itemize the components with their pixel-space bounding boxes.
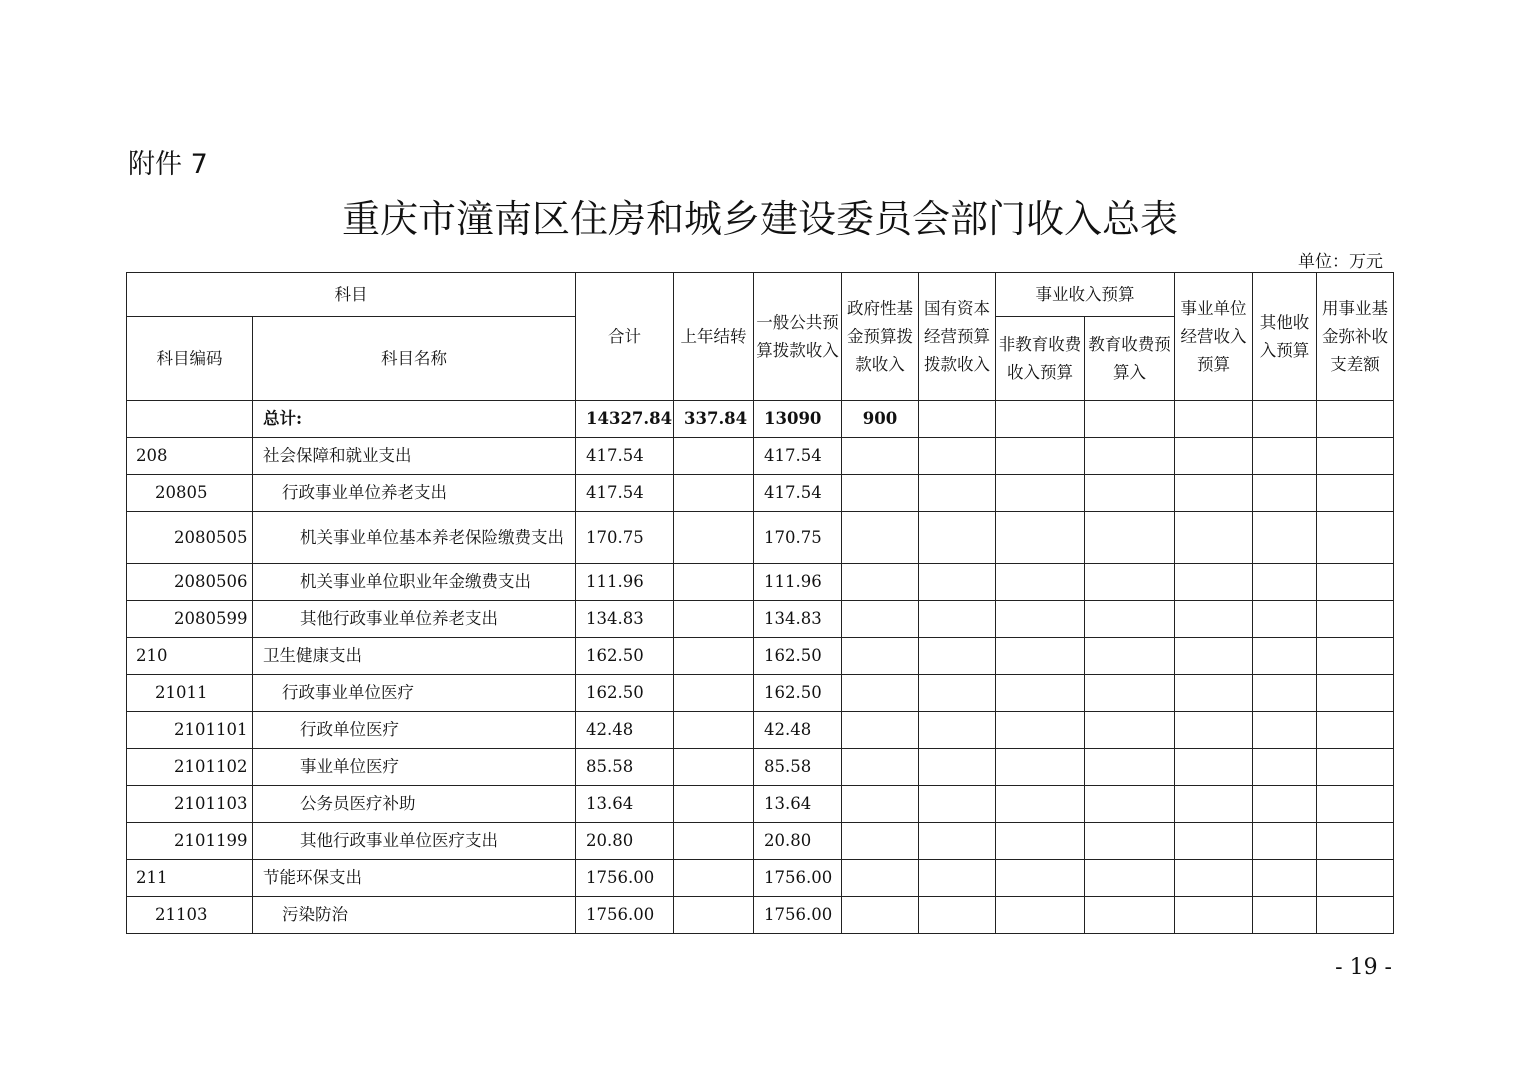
table-row	[127, 897, 1394, 934]
summary-label: 总计:	[253, 401, 576, 438]
summary-gov-fund: 900	[842, 401, 919, 438]
row-code: 2101199	[127, 823, 253, 860]
document-title: 重庆市潼南区住房和城乡建设委员会部门收入总表	[341, 197, 1178, 241]
row-name: 行政单位医疗	[253, 712, 576, 749]
row-total: 42.48	[576, 712, 674, 749]
row-total: 417.54	[576, 438, 674, 475]
row-general: 417.54	[754, 438, 842, 475]
row-total: 111.96	[576, 564, 674, 601]
row-total: 85.58	[576, 749, 674, 786]
row-code: 208	[127, 438, 253, 475]
row-name: 节能环保支出	[253, 860, 576, 897]
header-fund-balance: 用事业基金弥补收支差额	[1317, 273, 1394, 401]
table-row	[127, 860, 1394, 897]
summary-carryover: 337.84	[674, 401, 754, 438]
row-name: 行政事业单位医疗	[253, 675, 576, 712]
header-edu: 教育收费预算入	[1085, 317, 1175, 401]
unit-label: 单位：万元	[1298, 252, 1383, 272]
row-general: 162.50	[754, 638, 842, 675]
row-general: 42.48	[754, 712, 842, 749]
row-general: 85.58	[754, 749, 842, 786]
row-name: 机关事业单位职业年金缴费支出	[253, 564, 576, 601]
header-subject: 科目	[127, 273, 576, 317]
header-state-capital: 国有资本经营预算拨款收入	[919, 273, 996, 401]
row-total: 134.83	[576, 601, 674, 638]
row-general: 1756.00	[754, 860, 842, 897]
summary-total: 14327.84	[576, 401, 674, 438]
row-general: 134.83	[754, 601, 842, 638]
row-total: 13.64	[576, 786, 674, 823]
row-name: 污染防治	[253, 897, 576, 934]
row-name: 其他行政事业单位医疗支出	[253, 823, 576, 860]
attachment-label: 附件 7	[128, 149, 208, 180]
header-gov-fund: 政府性基金预算拨款收入	[842, 273, 919, 401]
header-unit-operating: 事业单位经营收入预算	[1175, 273, 1253, 401]
row-name: 事业单位医疗	[253, 749, 576, 786]
row-name: 机关事业单位基本养老保险缴费支出	[253, 512, 576, 564]
table-row	[127, 823, 1394, 860]
row-general: 111.96	[754, 564, 842, 601]
row-code: 2101103	[127, 786, 253, 823]
table-row	[127, 438, 1394, 475]
row-code: 2101102	[127, 749, 253, 786]
header-general-budget: 一般公共预算拨款收入	[754, 273, 842, 401]
table-row	[127, 749, 1394, 786]
income-summary-table	[126, 272, 1394, 934]
row-general: 162.50	[754, 675, 842, 712]
row-total: 162.50	[576, 675, 674, 712]
row-general: 170.75	[754, 512, 842, 564]
header-carryover: 上年结转	[674, 273, 754, 401]
row-code: 21103	[127, 897, 253, 934]
row-name: 行政事业单位养老支出	[253, 475, 576, 512]
summary-general: 13090	[754, 401, 842, 438]
table-row	[127, 601, 1394, 638]
header-non-edu: 非教育收费收入预算	[996, 317, 1085, 401]
row-name: 其他行政事业单位养老支出	[253, 601, 576, 638]
row-code: 21011	[127, 675, 253, 712]
row-code: 211	[127, 860, 253, 897]
row-code: 2080506	[127, 564, 253, 601]
row-total: 20.80	[576, 823, 674, 860]
table-row	[127, 786, 1394, 823]
row-code: 2101101	[127, 712, 253, 749]
row-name: 社会保障和就业支出	[253, 438, 576, 475]
row-name: 卫生健康支出	[253, 638, 576, 675]
row-total: 417.54	[576, 475, 674, 512]
row-general: 13.64	[754, 786, 842, 823]
header-code: 科目编码	[127, 317, 253, 401]
row-general: 1756.00	[754, 897, 842, 934]
table-row	[127, 638, 1394, 675]
header-total: 合计	[576, 273, 674, 401]
row-general: 20.80	[754, 823, 842, 860]
summary-row	[127, 401, 1394, 438]
row-name: 公务员医疗补助	[253, 786, 576, 823]
row-total: 1756.00	[576, 897, 674, 934]
row-code: 2080599	[127, 601, 253, 638]
row-code: 210	[127, 638, 253, 675]
header-business-income: 事业收入预算	[996, 273, 1175, 317]
header-name: 科目名称	[253, 317, 576, 401]
row-total: 170.75	[576, 512, 674, 564]
row-total: 1756.00	[576, 860, 674, 897]
header-other-income: 其他收入预算	[1253, 273, 1317, 401]
row-code: 20805	[127, 475, 253, 512]
page-number: - 19 -	[1335, 955, 1392, 980]
table-row	[127, 675, 1394, 712]
table-row	[127, 564, 1394, 601]
row-code: 2080505	[127, 512, 253, 564]
table-row	[127, 712, 1394, 749]
table-row	[127, 475, 1394, 512]
table-row	[127, 512, 1394, 564]
row-total: 162.50	[576, 638, 674, 675]
row-general: 417.54	[754, 475, 842, 512]
